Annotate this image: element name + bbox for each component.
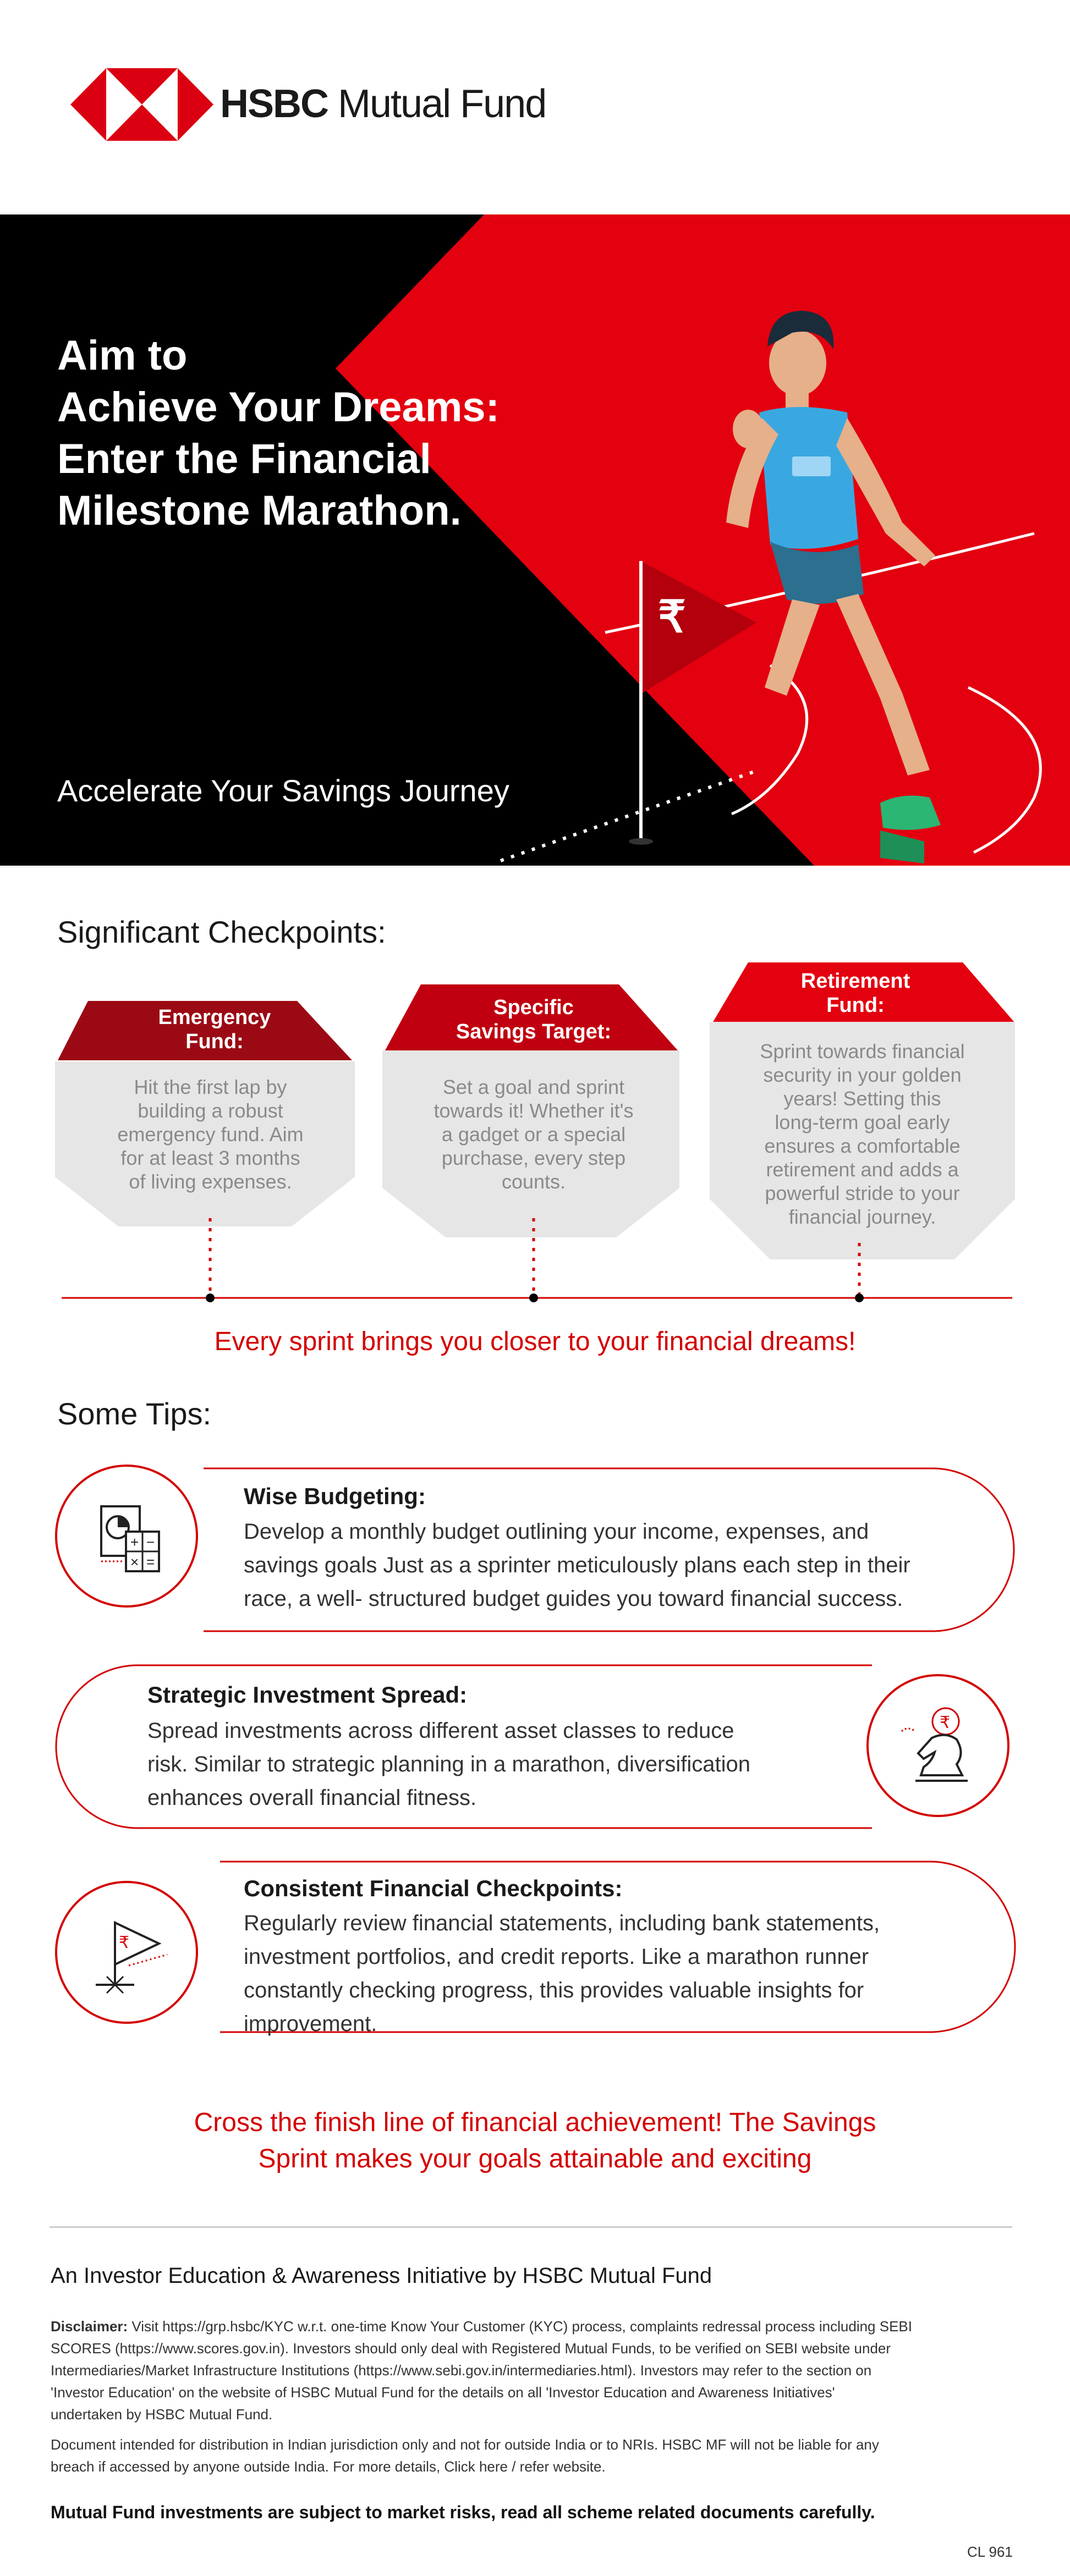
checkpoint-body-emergency: Hit the first lap by building a robust emergency fund. Aim for at least 3 months of living expenses. xyxy=(117,1076,304,1193)
disclaimer: Disclaimer: Visit https://grp.hsbc/KYC w.r.t. one-time Know Your Customer (KYC) process, complaints redressal process including SEBI SCORES (https://www.scores.gov.in). Investors should only deal with Registered Mutual Funds, to be verified on SEBI website under Intermediaries/Market Infrastructure Institutions (https://www.sebi.gov.in/intermediaries.html). Investors may refer to the section on 'Investor Education' on the website of HSBC Mutual Fund for the details on all 'Investor Education and Awareness Initiatives' undertaken by HSBC Mutual Fund. xyxy=(51,2318,912,2423)
svg-text:−: − xyxy=(146,1534,155,1550)
svg-text:×: × xyxy=(130,1554,139,1570)
hero-title-line: Aim to xyxy=(57,332,188,379)
tip-body-investment-spread: Spread investments across different asset classes to reduce risk. Similar to strategic planning in a marathon, diversification enhances overall financial fitness. xyxy=(147,1719,751,1810)
document-code: CL 961 xyxy=(967,2544,1013,2560)
checkpoint-heading-emergency: Emergency Fund: xyxy=(158,1006,271,1053)
tip-title-investment-spread: Strategic Investment Spread: xyxy=(147,1682,468,1708)
hero-subtitle: Accelerate Your Savings Journey xyxy=(57,773,509,808)
checkpoints-title: Significant Checkpoints: xyxy=(57,915,386,949)
checkpoints-tagline: Every sprint brings you closer to your financial dreams! xyxy=(214,1327,856,1356)
checkpoint-body-retirement: Sprint towards financial security in your golden years! Setting this long-term goal early ensures a comfortable retirement and adds a powerful stride to your financial journey. xyxy=(760,1040,965,1228)
svg-text:=: = xyxy=(146,1554,155,1570)
flag-rupee-symbol: ₹ xyxy=(658,592,686,641)
brand-strong: HSBC xyxy=(220,82,328,126)
budget-calculator-icon xyxy=(55,1465,198,1608)
hsbc-logo-mark xyxy=(70,68,213,141)
risk-warning: Mutual Fund investments are subject to market risks, read all scheme related documents carefully. xyxy=(51,2502,875,2522)
chess-knight-rupee-icon xyxy=(866,1674,1009,1817)
hero-title-line: Milestone Marathon. xyxy=(57,487,462,534)
tips-title: Some Tips: xyxy=(57,1396,212,1431)
tip-body-financial-checkpoints: Regularly review financial statements, including bank statements, investment portfolios, and credit reports. Like a marathon runner constantly checking progress, this provides valuable insights for improvement. xyxy=(244,1911,880,2036)
closing-message: Cross the finish line of financial achievement! The Savings Sprint makes your goals attainable and exciting xyxy=(194,2108,876,2173)
hero-banner xyxy=(0,214,1070,866)
checkpoint-heading-retirement: Retirement Fund: xyxy=(800,970,910,1017)
hero-title-line: Achieve Your Dreams: xyxy=(57,384,500,431)
checkpoint-heading-savings-target: Specific Savings Target: xyxy=(456,996,612,1043)
initiative-line: An Investor Education & Awareness Initiative by HSBC Mutual Fund xyxy=(51,2264,712,2288)
brand-rest: Mutual Fund xyxy=(328,82,546,126)
disclaimer-label: Disclaimer: xyxy=(51,2318,128,2335)
footer-divider xyxy=(50,2226,1012,2228)
tip-title-financial-checkpoints: Consistent Financial Checkpoints: xyxy=(244,1875,623,1901)
brand-name xyxy=(220,81,546,126)
svg-text:₹: ₹ xyxy=(940,1714,951,1732)
tip-body-wise-budgeting: Develop a monthly budget outlining your income, expenses, and savings goals Just as a sprinter meticulously plans each step in their race, a well- structured budget guides you toward financial success. xyxy=(244,1520,910,1611)
hero-title xyxy=(57,330,552,537)
jurisdiction-note: Document intended for distribution in Indian jurisdiction only and not for outside India or to NRIs. HSBC MF will not be liable for any breach if accessed by anyone outside India. For more details, Click here / refer website. xyxy=(51,2436,879,2475)
checkpoint-flag-icon xyxy=(55,1881,198,2024)
svg-text:₹: ₹ xyxy=(119,1934,130,1952)
tip-title-wise-budgeting: Wise Budgeting: xyxy=(244,1483,426,1509)
hero-artwork xyxy=(0,214,1070,866)
checkpoint-body-savings-target: Set a goal and sprint towards it! Whether it's a gadget or a special purchase, every step counts. xyxy=(434,1076,634,1193)
hero-title-line: Enter the Financial xyxy=(57,436,431,482)
svg-text:+: + xyxy=(130,1534,139,1550)
